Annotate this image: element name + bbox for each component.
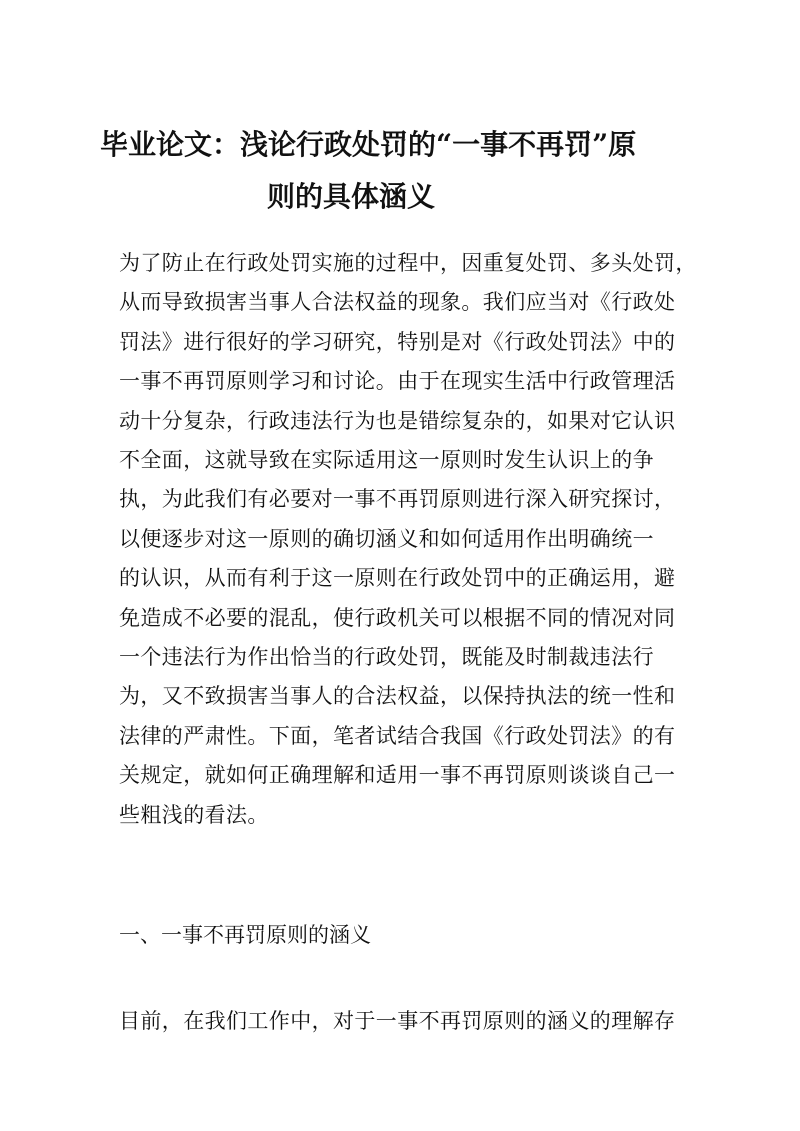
title-line: 则的具体涵义 bbox=[267, 180, 436, 213]
section-heading: 一、一事不再罚原则的涵义 bbox=[119, 923, 371, 947]
paragraph-line: 执，为此我们有必要对一事不再罚原则进行深入研究探讨， bbox=[119, 487, 676, 512]
paragraph-line: 以便逐步对这一原则的确切涵义和如何适用作出明确统一 bbox=[119, 526, 654, 551]
paragraph-line: 罚法》进行很好的学习研究，特别是对《行政处罚法》中的 bbox=[119, 329, 676, 354]
intro-paragraph bbox=[119, 244, 697, 835]
paragraph-line: 法律的严肃性。下面，笔者试结合我国《行政处罚法》的有 bbox=[119, 723, 676, 748]
paragraph-line: 目前，在我们工作中，对于一事不再罚原则的涵义的理解存 bbox=[119, 1009, 676, 1033]
paragraph-line: 一事不再罚原则学习和讨论。由于在现实生活中行政管理活 bbox=[119, 369, 676, 394]
paragraph-line: 一个违法行为作出恰当的行政处罚，既能及时制裁违法行 bbox=[119, 645, 654, 670]
title-line: 毕业论文：浅论行政处罚的“一事不再罚”原 bbox=[100, 128, 637, 161]
paragraph-line: 动十分复杂，行政违法行为也是错综复杂的，如果对它认识 bbox=[119, 408, 676, 433]
paragraph-line: 从而导致损害当事人合法权益的现象。我们应当对《行政处 bbox=[119, 290, 676, 315]
paragraph-line: 不全面，这就导致在实际适用这一原则时发生认识上的争 bbox=[119, 448, 654, 473]
paragraph-line: 些粗浅的看法。 bbox=[119, 802, 269, 827]
paragraph-line: 为，又不致损害当事人的合法权益，以保持执法的统一性和 bbox=[119, 684, 676, 709]
paragraph-line: 关规定，就如何正确理解和适用一事不再罚原则谈谈自己一 bbox=[119, 763, 676, 788]
section-paragraph bbox=[119, 1002, 681, 1041]
paragraph-line: 的认识，从而有利于这一原则在行政处罚中的正确运用，避 bbox=[119, 566, 676, 591]
document-title bbox=[100, 119, 700, 223]
paragraph-line: 为了防止在行政处罚实施的过程中，因重复处罚、多头处罚， bbox=[119, 251, 697, 275]
paragraph-line: 免造成不必要的混乱，使行政机关可以根据不同的情况对同 bbox=[119, 605, 676, 630]
